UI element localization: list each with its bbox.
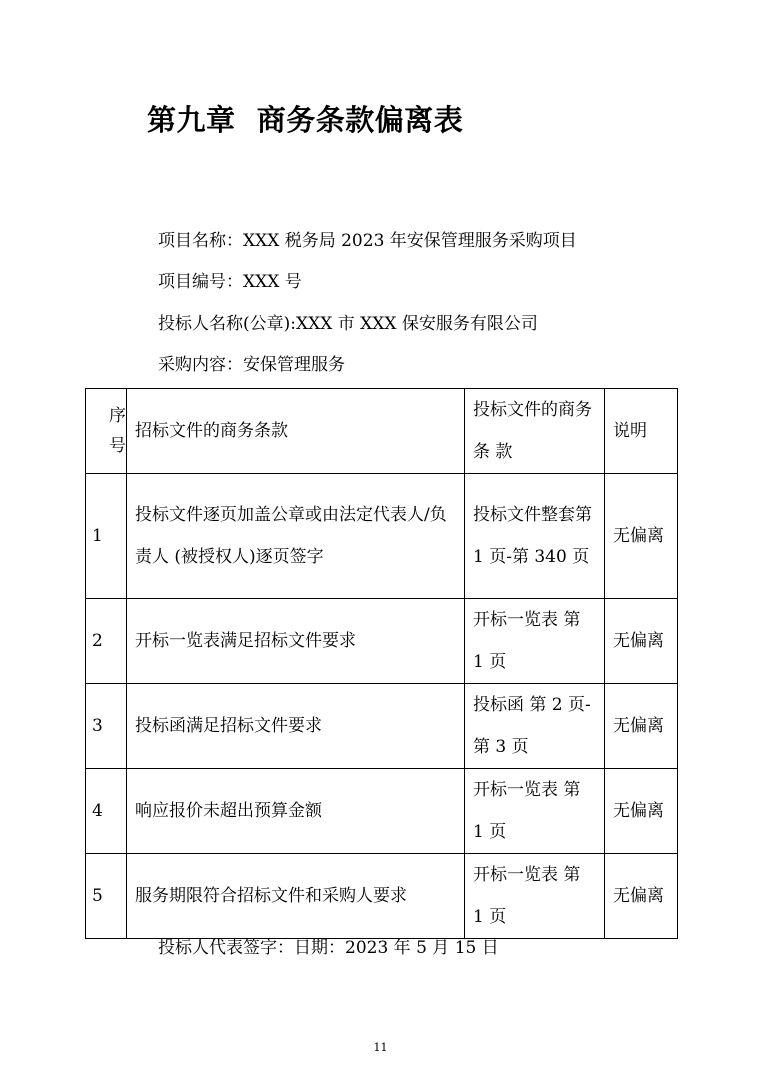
- row-no: 3: [86, 684, 127, 769]
- row-response: 开标一览表 第 1 页: [465, 854, 605, 939]
- signature-date-line: 投标人代表签字：日期：2023 年 5 月 15 日: [158, 938, 499, 958]
- table-header-row: [86, 389, 678, 474]
- bidder-name-value: XXX 市 XXX 保安服务有限公司: [296, 314, 538, 334]
- table-row: [86, 599, 678, 684]
- bidder-name-line: [158, 309, 538, 334]
- table-row: [86, 474, 678, 599]
- page-number: 11: [373, 1041, 388, 1054]
- procurement-content-label: 采购内容：: [158, 355, 243, 375]
- table-row: [86, 684, 678, 769]
- procurement-content-line: [158, 350, 345, 375]
- row-note: 无偏离: [605, 854, 678, 939]
- header-no-text: 序号: [109, 406, 126, 456]
- header-clause: 招标文件的商务条款: [127, 389, 465, 474]
- procurement-content-value: 安保管理服务: [243, 355, 345, 375]
- row-note: 无偏离: [605, 769, 678, 854]
- table-row: [86, 854, 678, 939]
- header-no: [86, 389, 127, 474]
- project-number-value: XXX 号: [243, 272, 302, 292]
- row-note: 无偏离: [605, 599, 678, 684]
- header-response: 投标文件的商务条 款: [465, 389, 605, 474]
- row-no: 4: [86, 769, 127, 854]
- project-name-line: [158, 226, 577, 251]
- row-no: 5: [86, 854, 127, 939]
- row-clause: 投标函满足招标文件要求: [127, 684, 465, 769]
- project-name-value: XXX 税务局 2023 年安保管理服务采购项目: [243, 231, 577, 251]
- deviation-table: [85, 388, 678, 939]
- table-row: [86, 769, 678, 854]
- row-response: 投标函 第 2 页-第 3 页: [465, 684, 605, 769]
- row-note: 无偏离: [605, 474, 678, 599]
- row-clause: 开标一览表满足招标文件要求: [127, 599, 465, 684]
- row-clause: 服务期限符合招标文件和采购人要求: [127, 854, 465, 939]
- bidder-name-label: 投标人名称(公章):: [158, 314, 296, 334]
- row-no: 1: [86, 474, 127, 599]
- row-no: 2: [86, 599, 127, 684]
- project-name-label: 项目名称：: [158, 231, 243, 251]
- header-note: 说明: [605, 389, 678, 474]
- row-response: 投标文件整套第 1 页-第 340 页: [465, 474, 605, 599]
- project-number-label: 项目编号：: [158, 272, 243, 292]
- row-note: 无偏离: [605, 684, 678, 769]
- row-clause: 投标文件逐页加盖公章或由法定代表人/负责人 (被授权人)逐页签字: [127, 474, 465, 599]
- project-number-line: [158, 267, 302, 292]
- row-response: 开标一览表 第 1 页: [465, 769, 605, 854]
- row-clause: 响应报价未超出预算金额: [127, 769, 465, 854]
- page-title: 第九章 商务条款偏离表: [147, 103, 464, 137]
- row-response: 开标一览表 第 1 页: [465, 599, 605, 684]
